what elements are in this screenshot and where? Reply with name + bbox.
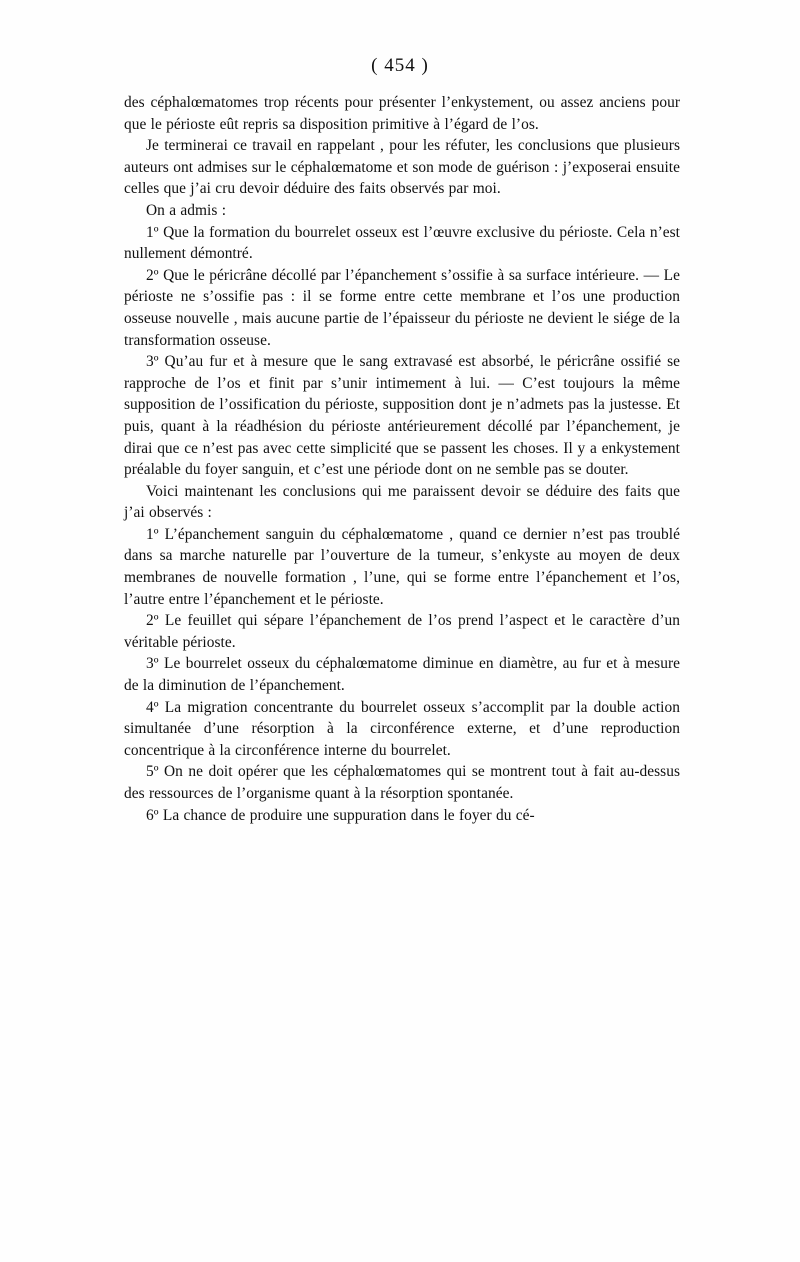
paragraph: 2º Le feuillet qui sépare l’épanchement de l’os prend l’aspect et le caractère d’un véritable périoste. [124,612,680,651]
paragraph: 6º La chance de produire une suppuration dans le foyer du cé- [146,806,535,824]
paragraph: des céphalœmatomes trop récents pour présenter l’enkystement, ou assez anciens pour que le périoste eût repris sa disposition primitive à l’égard de l’os. [124,94,680,133]
paragraph: Voici maintenant les conclusions qui me paraissent devoir se déduire des faits que j’ai observés : [124,482,680,522]
paragraph: 2º Que le péricrâne décollé par l’épanchement s’ossifie à sa surface intérieure. — Le périoste ne s’ossifie pas : il se forme entre cette membrane et l’os une production osseuse nouvelle , mais aucune partie de l’épaisseur du périoste ne devient le siége de la transformation osseuse. [124,266,680,349]
paragraph: 5º On ne doit opérer que les céphalœmatomes qui se montrent tout à fait au-dessus des ressources de l’organisme quant à la résorption spontanée. [124,763,680,802]
paragraph: 3º Le bourrelet osseux du céphalœmatome diminue en diamètre, au fur et à mesure de la diminution de l’épanchement. [124,655,680,695]
paragraph: 3º Qu’au fur et à mesure que le sang extravasé est absorbé, le péricrâne ossifié se rapproche de l’os et finit par s’unir intimement à lui. — C’est toujours la même supposition de l’ossification du périoste, supposition dont je n’admets pas la justesse. Et puis, quant à la réadhésion du périoste antérieurement décollé par l’épanchement, je dirai que ce n’est pas avec cette simplicité que se passent les choses. Il y a enkystement préalable du foyer sanguin, et c’est une période dont on ne semble pas se douter. [124,353,680,479]
paragraph: 1º Que la formation du bourrelet osseux est l’œuvre exclusive du périoste. Cela n’est nullement démontré. [124,223,680,263]
page-number: ( 454 ) [371,55,429,76]
paragraph: Je terminerai ce travail en rappelant , pour les réfuter, les conclusions que plusieurs auteurs ont admises sur le céphalœmatome et son mode de guérison : j’exposerai ensuite celles que j’ai cru devoir déduire des faits observés par moi. [124,137,680,198]
paragraph: 4º La migration concentrante du bourrelet osseux s’accomplit par la double action simultanée d’une résorption à la circonférence externe, et d’une reproduction concentrique à la circonférence interne du bourrelet. [124,698,680,759]
paragraph: On a admis : [146,201,227,219]
paragraph: 1º L’épanchement sanguin du céphalœmatome , quand ce dernier n’est pas troublé dans sa marche naturelle par l’ouverture de la tumeur, s’enkyste au moyen de deux membranes de nouvelle formation , l’une, qui se forme entre l’épanchement et l’os, l’autre entre l’épanchement et le périoste. [124,525,680,608]
body-text-column [124,92,680,826]
